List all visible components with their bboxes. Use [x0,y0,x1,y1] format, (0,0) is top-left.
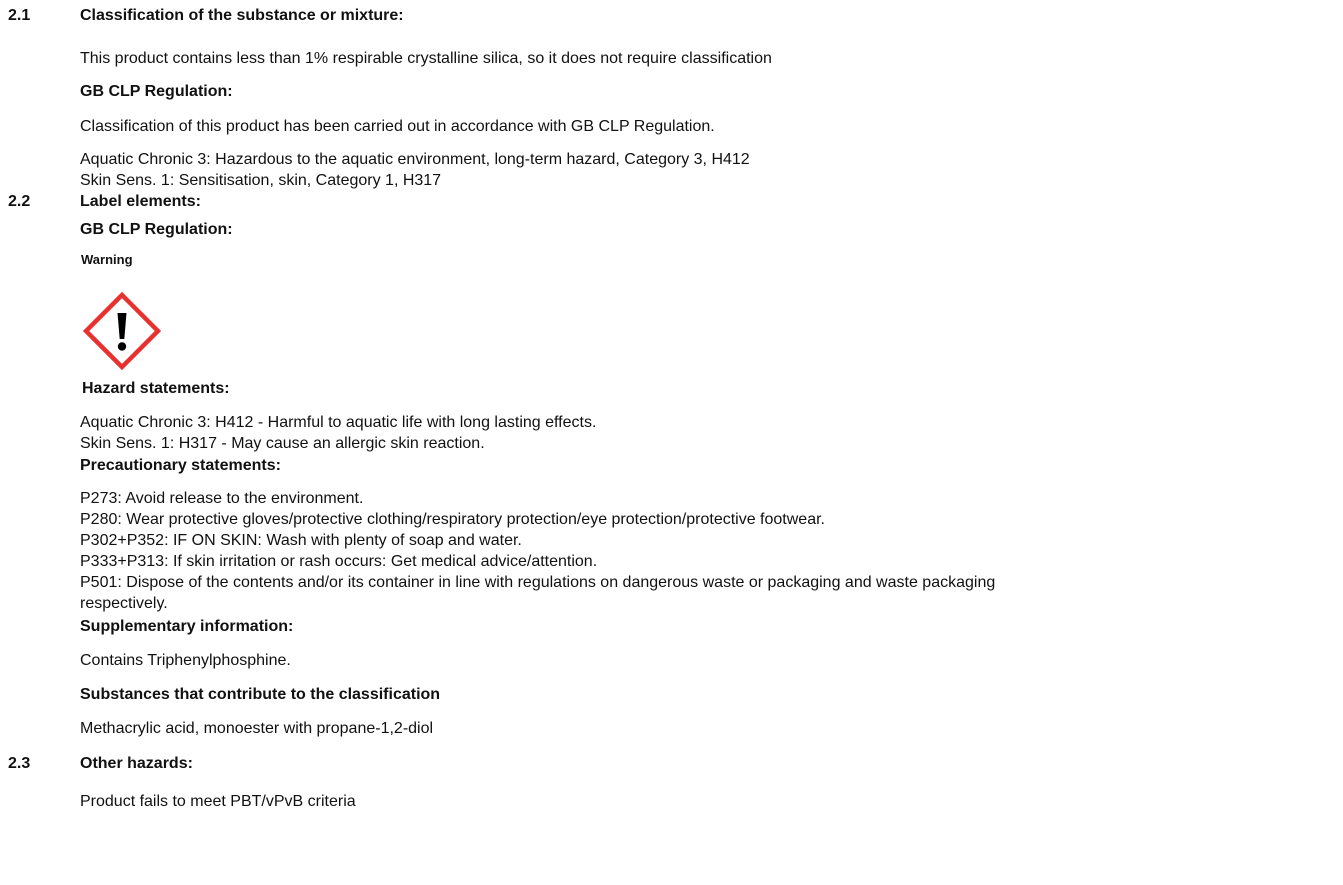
precautionary-statement-continued: respectively. [80,595,168,612]
silica-statement: This product contains less than 1% respirable crystalline silica, so it does not require classification [80,50,772,67]
section-2-3-title: Other hazards: [80,755,193,772]
section-2-2-title: Label elements: [80,193,201,210]
classification-item: Aquatic Chronic 3: Hazardous to the aquatic environment, long-term hazard, Category 3, H412 [80,151,750,168]
signal-word: Warning [81,252,133,267]
hazard-statement: Skin Sens. 1: H317 - May cause an allergic skin reaction. [80,435,485,452]
hazard-statements-heading: Hazard statements: [82,380,230,397]
gb-clp-heading-2-2: GB CLP Regulation: [80,221,233,238]
classification-item: Skin Sens. 1: Sensitisation, skin, Category 1, H317 [80,172,442,189]
precautionary-statement: P273: Avoid release to the environment. [80,490,364,507]
section-2-1-title: Classification of the substance or mixture: [80,7,404,24]
precautionary-statements-heading: Precautionary statements: [80,457,281,474]
contributing-substance: Methacrylic acid, monoester with propane-1,2-diol [80,720,434,737]
precautionary-statement: P333+P313: If skin irritation or rash occurs: Get medical advice/attention. [80,553,598,570]
gb-clp-heading-2-1: GB CLP Regulation: [80,83,233,100]
contributing-substances-heading: Substances that contribute to the classification [80,686,441,703]
precautionary-statement: P501: Dispose of the contents and/or its container in line with regulations on dangerous waste or packaging and waste packaging [80,574,996,591]
supplementary-info-heading: Supplementary information: [80,618,294,635]
precautionary-statement: P280: Wear protective gloves/protective clothing/respiratory protection/eye protection/protective footwear. [80,511,825,528]
section-2-3-number: 2.3 [8,755,31,772]
section-2-2-number: 2.2 [8,193,31,210]
section-2-1-number: 2.1 [8,7,31,24]
other-hazards-text: Product fails to meet PBT/vPvB criteria [80,793,356,810]
exclamation-mark-ghs07-icon [83,292,161,370]
classification-note: Classification of this product has been carried out in accordance with GB CLP Regulation. [80,118,715,135]
precautionary-statement: P302+P352: IF ON SKIN: Wash with plenty of soap and water. [80,532,522,549]
hazard-statement: Aquatic Chronic 3: H412 - Harmful to aquatic life with long lasting effects. [80,414,597,431]
supplementary-info: Contains Triphenylphosphine. [80,652,291,669]
